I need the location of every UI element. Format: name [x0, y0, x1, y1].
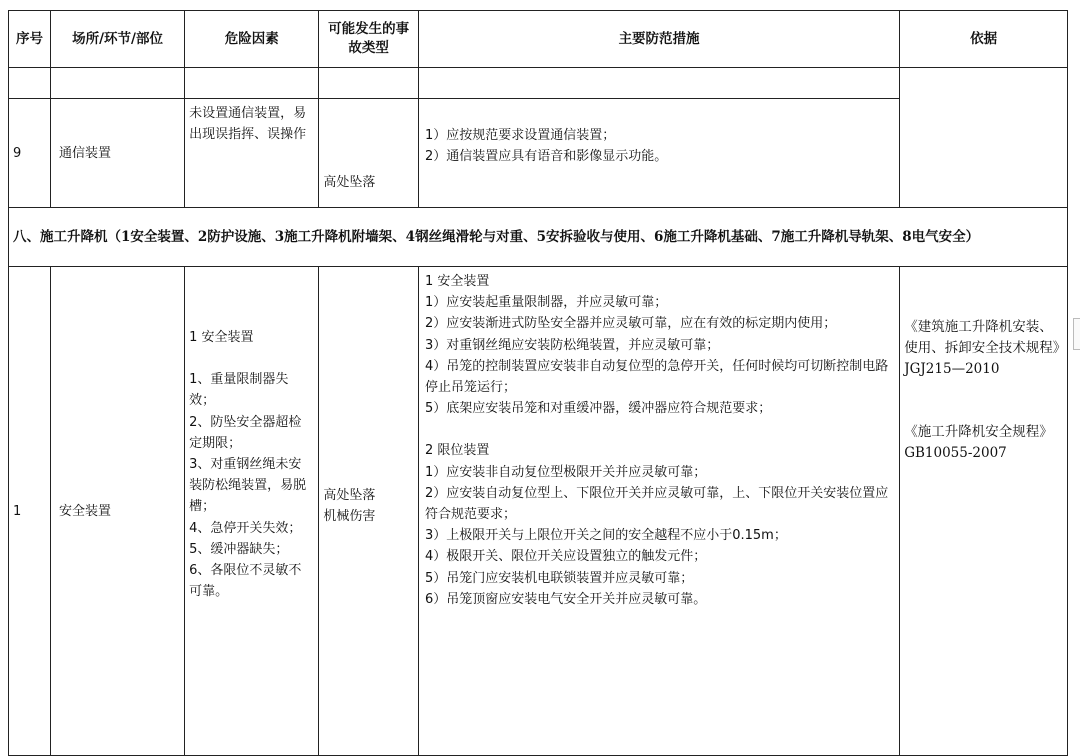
table-row-blank — [9, 68, 1068, 99]
basis-ref: 《建筑施工升降机安装、使用、拆卸安全技术规程》JGJ215—2010 — [904, 319, 1060, 377]
hazard-item: 2、防坠安全器超检定期限； — [189, 414, 302, 451]
row-place: 安全装置 — [50, 267, 184, 756]
hazard-item: 1、重量限制器失效； — [189, 372, 289, 409]
measure-item: 1）应安装起重量限制器，并应灵敏可靠； — [424, 295, 668, 311]
row-measures — [418, 99, 899, 208]
row-measures — [418, 267, 899, 756]
hazard-item: 5、缓冲器缺失； — [189, 541, 289, 557]
hazard-item: 6、各限位不灵敏不可靠。 — [189, 563, 302, 600]
row-hazard — [185, 267, 319, 756]
measure-item: 4）极限开关、限位开关应设置独立的触发元件； — [424, 549, 707, 565]
header-place: 场所/环节/部位 — [50, 11, 184, 68]
measure-item: 5）底架应安装吊笼和对重缓冲器，缓冲器应符合规范要求； — [424, 401, 772, 417]
measure-item: 4）吊笼的控制装置应安装非自动复位型的急停开关，任何时候均可切断控制电路停止吊笼运行； — [424, 358, 889, 396]
page-edge-handle — [1073, 318, 1080, 350]
row-num: 9 — [9, 99, 51, 208]
measure-item: 2）应安装自动复位型上、下限位开关并应灵敏可靠，上、下限位开关安装位置应符合规范要求； — [424, 485, 889, 523]
measures-a-title: 1 安全装置 — [424, 274, 490, 289]
measure-item: 1）应按规范要求设置通信装置； — [424, 128, 616, 143]
accident-item: 高处坠落 — [323, 488, 376, 503]
spacer — [425, 419, 895, 440]
measures-b-title: 2 限位装置 — [424, 443, 490, 459]
blank-cell — [418, 68, 899, 99]
measure-item: 3）对重钢丝绳应安装防松绳装置，并应灵敏可靠； — [424, 337, 720, 353]
spacer — [904, 380, 1063, 401]
row-num: 1 — [9, 267, 51, 756]
table-header-row — [9, 11, 1068, 68]
header-hazard: 危险因素 — [185, 11, 319, 68]
hazard-table — [8, 10, 1068, 756]
row-place: 通信装置 — [50, 99, 184, 208]
basis-ref: 《施工升降机安全规程》GB10055-2007 — [904, 424, 1053, 461]
header-basis: 依据 — [900, 11, 1068, 68]
header-measures: 主要防范措施 — [418, 11, 899, 68]
measure-item: 2）通信装置应具有语音和影像显示功能。 — [424, 149, 668, 164]
blank-cell — [185, 68, 319, 99]
section-row — [9, 208, 1068, 267]
blank-cell — [9, 68, 51, 99]
hazard-title: 1 安全装置 — [189, 330, 254, 345]
section-title: 八、施工升降机（1安全装置、2防护设施、3施工升降机附墙架、4钢丝绳滑轮与对重、5安拆验收与使用、6施工升降机基础、7施工升降机导轨架、8电气安全） — [9, 208, 1068, 267]
measure-item: 1）应安装非自动复位型极限开关并应灵敏可靠； — [424, 464, 707, 480]
measure-item: 3）上极限开关与上限位开关之间的安全越程不应小于0.15m； — [424, 528, 787, 544]
hazard-item: 3、对重钢丝绳未安装防松绳装置，易脱槽； — [189, 457, 307, 515]
row-basis — [900, 267, 1068, 756]
header-accident: 可能发生的事故类型 — [319, 11, 419, 68]
row-accident: 高处坠落 — [319, 99, 419, 208]
row-hazard: 未设置通信装置，易出现误指挥、误操作 — [185, 99, 319, 208]
blank-cell — [50, 68, 184, 99]
header-num: 序号 — [9, 11, 51, 68]
row-accident — [319, 267, 419, 756]
accident-item: 机械伤害 — [323, 509, 376, 524]
spacer — [189, 348, 314, 369]
table-row — [9, 267, 1068, 756]
measure-item: 6）吊笼顶窗应安装电气安全开关并应灵敏可靠。 — [424, 591, 707, 607]
blank-basis-cell — [900, 68, 1068, 208]
hazard-item: 4、急停开关失效； — [189, 520, 302, 536]
spacer — [904, 401, 1063, 422]
blank-cell — [319, 68, 419, 99]
measure-item: 5）吊笼门应安装机电联锁装置并应灵敏可靠； — [424, 570, 694, 586]
hazard-table-container — [8, 10, 1068, 687]
measure-item: 2）应安装渐进式防坠安全器并应灵敏可靠，应在有效的标定期内使用； — [424, 316, 837, 332]
